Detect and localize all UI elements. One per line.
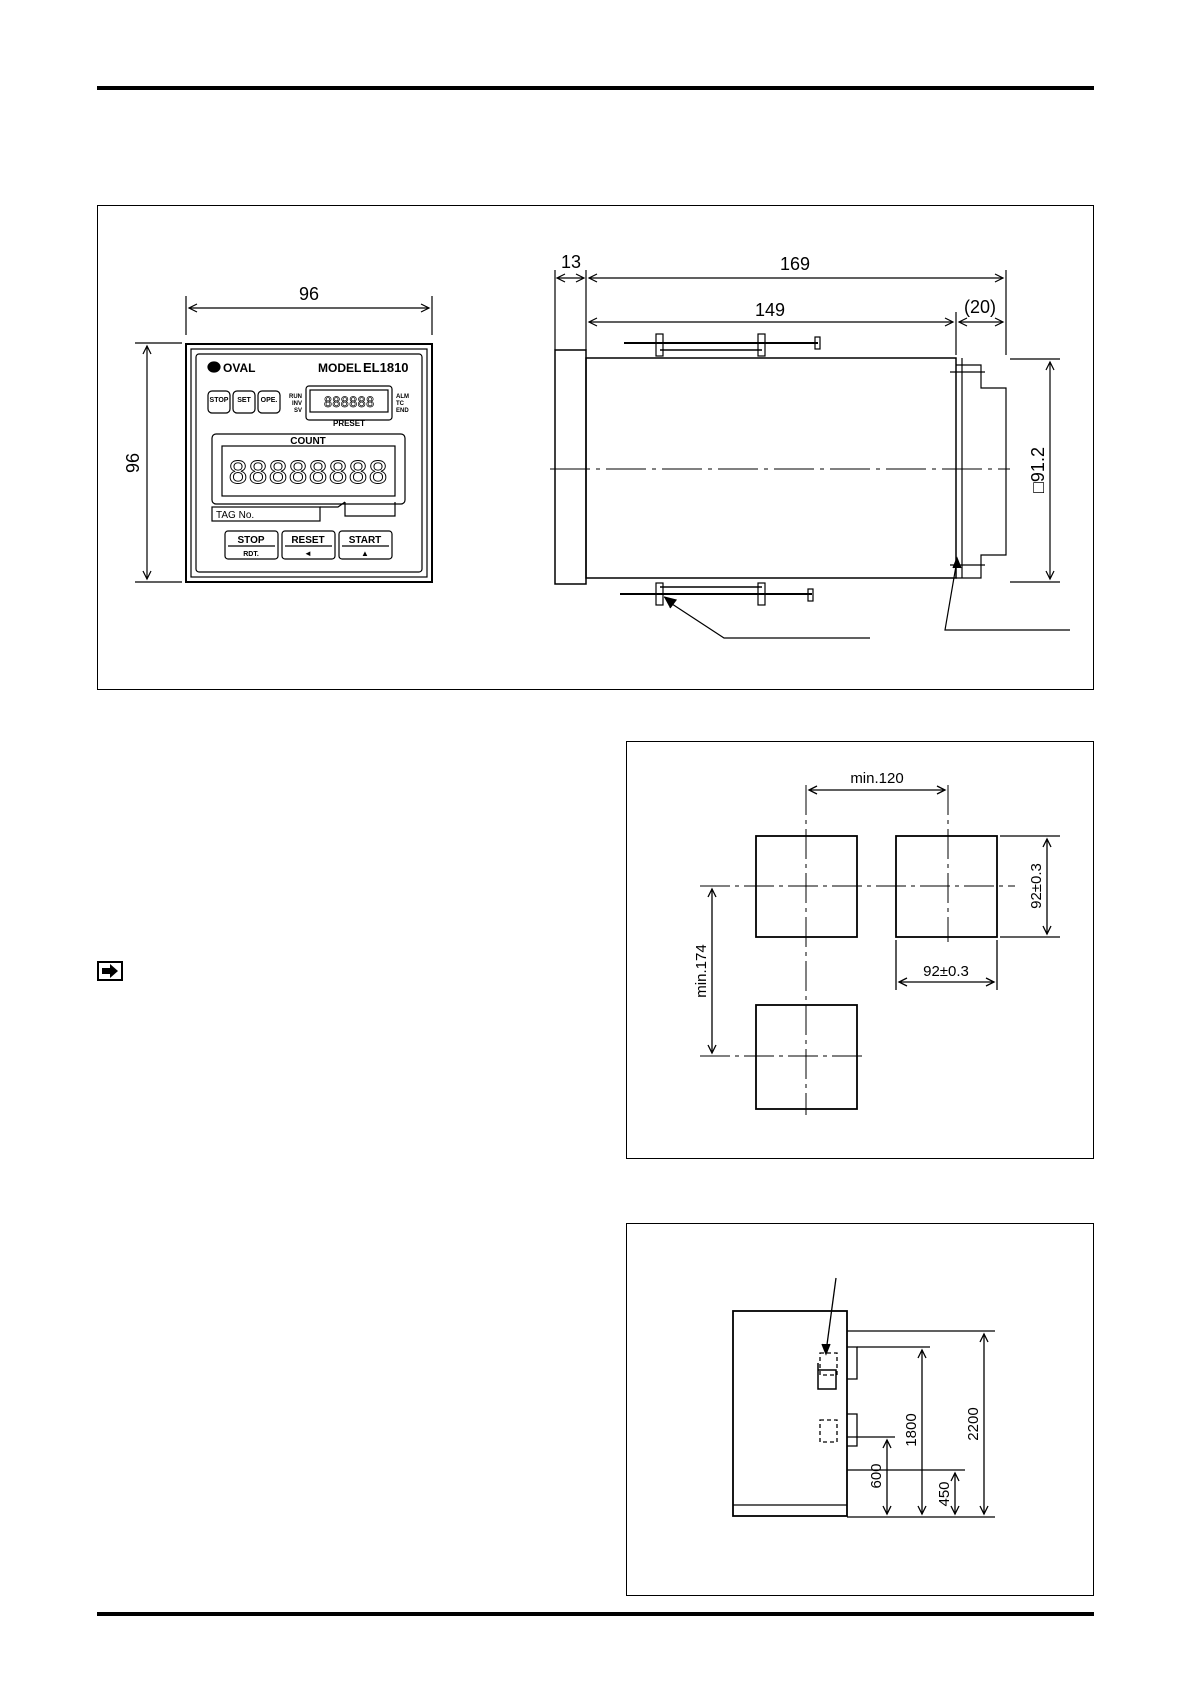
brand-logo-text: OVAL bbox=[223, 361, 256, 375]
bottom-reset-button[interactable]: RESET bbox=[291, 535, 325, 546]
preset-label: PRESET bbox=[332, 419, 366, 428]
indicator-sv: SV bbox=[293, 408, 302, 414]
indicator-end: END bbox=[396, 408, 409, 414]
button-ope[interactable]: OPE. bbox=[260, 397, 278, 404]
dim-bezel: 13 bbox=[560, 252, 582, 272]
bottom-rdt-label: RDT. bbox=[243, 551, 259, 558]
dim-vertical-pitch: min.174 bbox=[693, 944, 710, 998]
indicator-tc: TC bbox=[396, 401, 404, 407]
count-label: COUNT bbox=[290, 436, 326, 447]
tag-label: TAG No. bbox=[216, 510, 255, 521]
dim-450: 450 bbox=[936, 1481, 953, 1507]
bottom-stop-button[interactable]: STOP bbox=[237, 535, 265, 546]
dim-cutout-height: 92±0.3 bbox=[1028, 863, 1045, 909]
dim-2200: 2200 bbox=[965, 1407, 982, 1441]
up-arrow-icon: ▲ bbox=[361, 549, 369, 558]
front-height-dim: 96 bbox=[123, 452, 143, 474]
dim-square: □91.2 bbox=[1028, 447, 1048, 493]
preset-display: 888888 bbox=[323, 395, 375, 411]
dim-1800: 1800 bbox=[903, 1413, 920, 1447]
button-set[interactable]: SET bbox=[237, 397, 251, 404]
dim-horizontal-pitch: min.120 bbox=[850, 770, 904, 787]
indicator-alm: ALM bbox=[396, 394, 409, 400]
bottom-start-button[interactable]: START bbox=[348, 535, 382, 546]
count-display: 88888888 bbox=[228, 456, 388, 491]
button-stop-small[interactable]: STOP bbox=[209, 397, 229, 404]
indicator-inv: INV bbox=[291, 401, 302, 407]
model-prefix: MODEL bbox=[318, 361, 362, 375]
dim-terminal: (20) bbox=[963, 297, 997, 317]
indicator-run: RUN bbox=[289, 394, 302, 400]
right-arrow-icon bbox=[97, 961, 123, 981]
dim-body: 149 bbox=[754, 300, 786, 320]
dim-total: 169 bbox=[779, 254, 811, 274]
front-width-dim: 96 bbox=[298, 284, 320, 304]
dim-cutout-width: 92±0.3 bbox=[923, 963, 969, 980]
model-name: EL1810 bbox=[363, 360, 409, 375]
left-arrow-icon: ◄ bbox=[304, 549, 312, 558]
dim-600: 600 bbox=[868, 1463, 885, 1489]
